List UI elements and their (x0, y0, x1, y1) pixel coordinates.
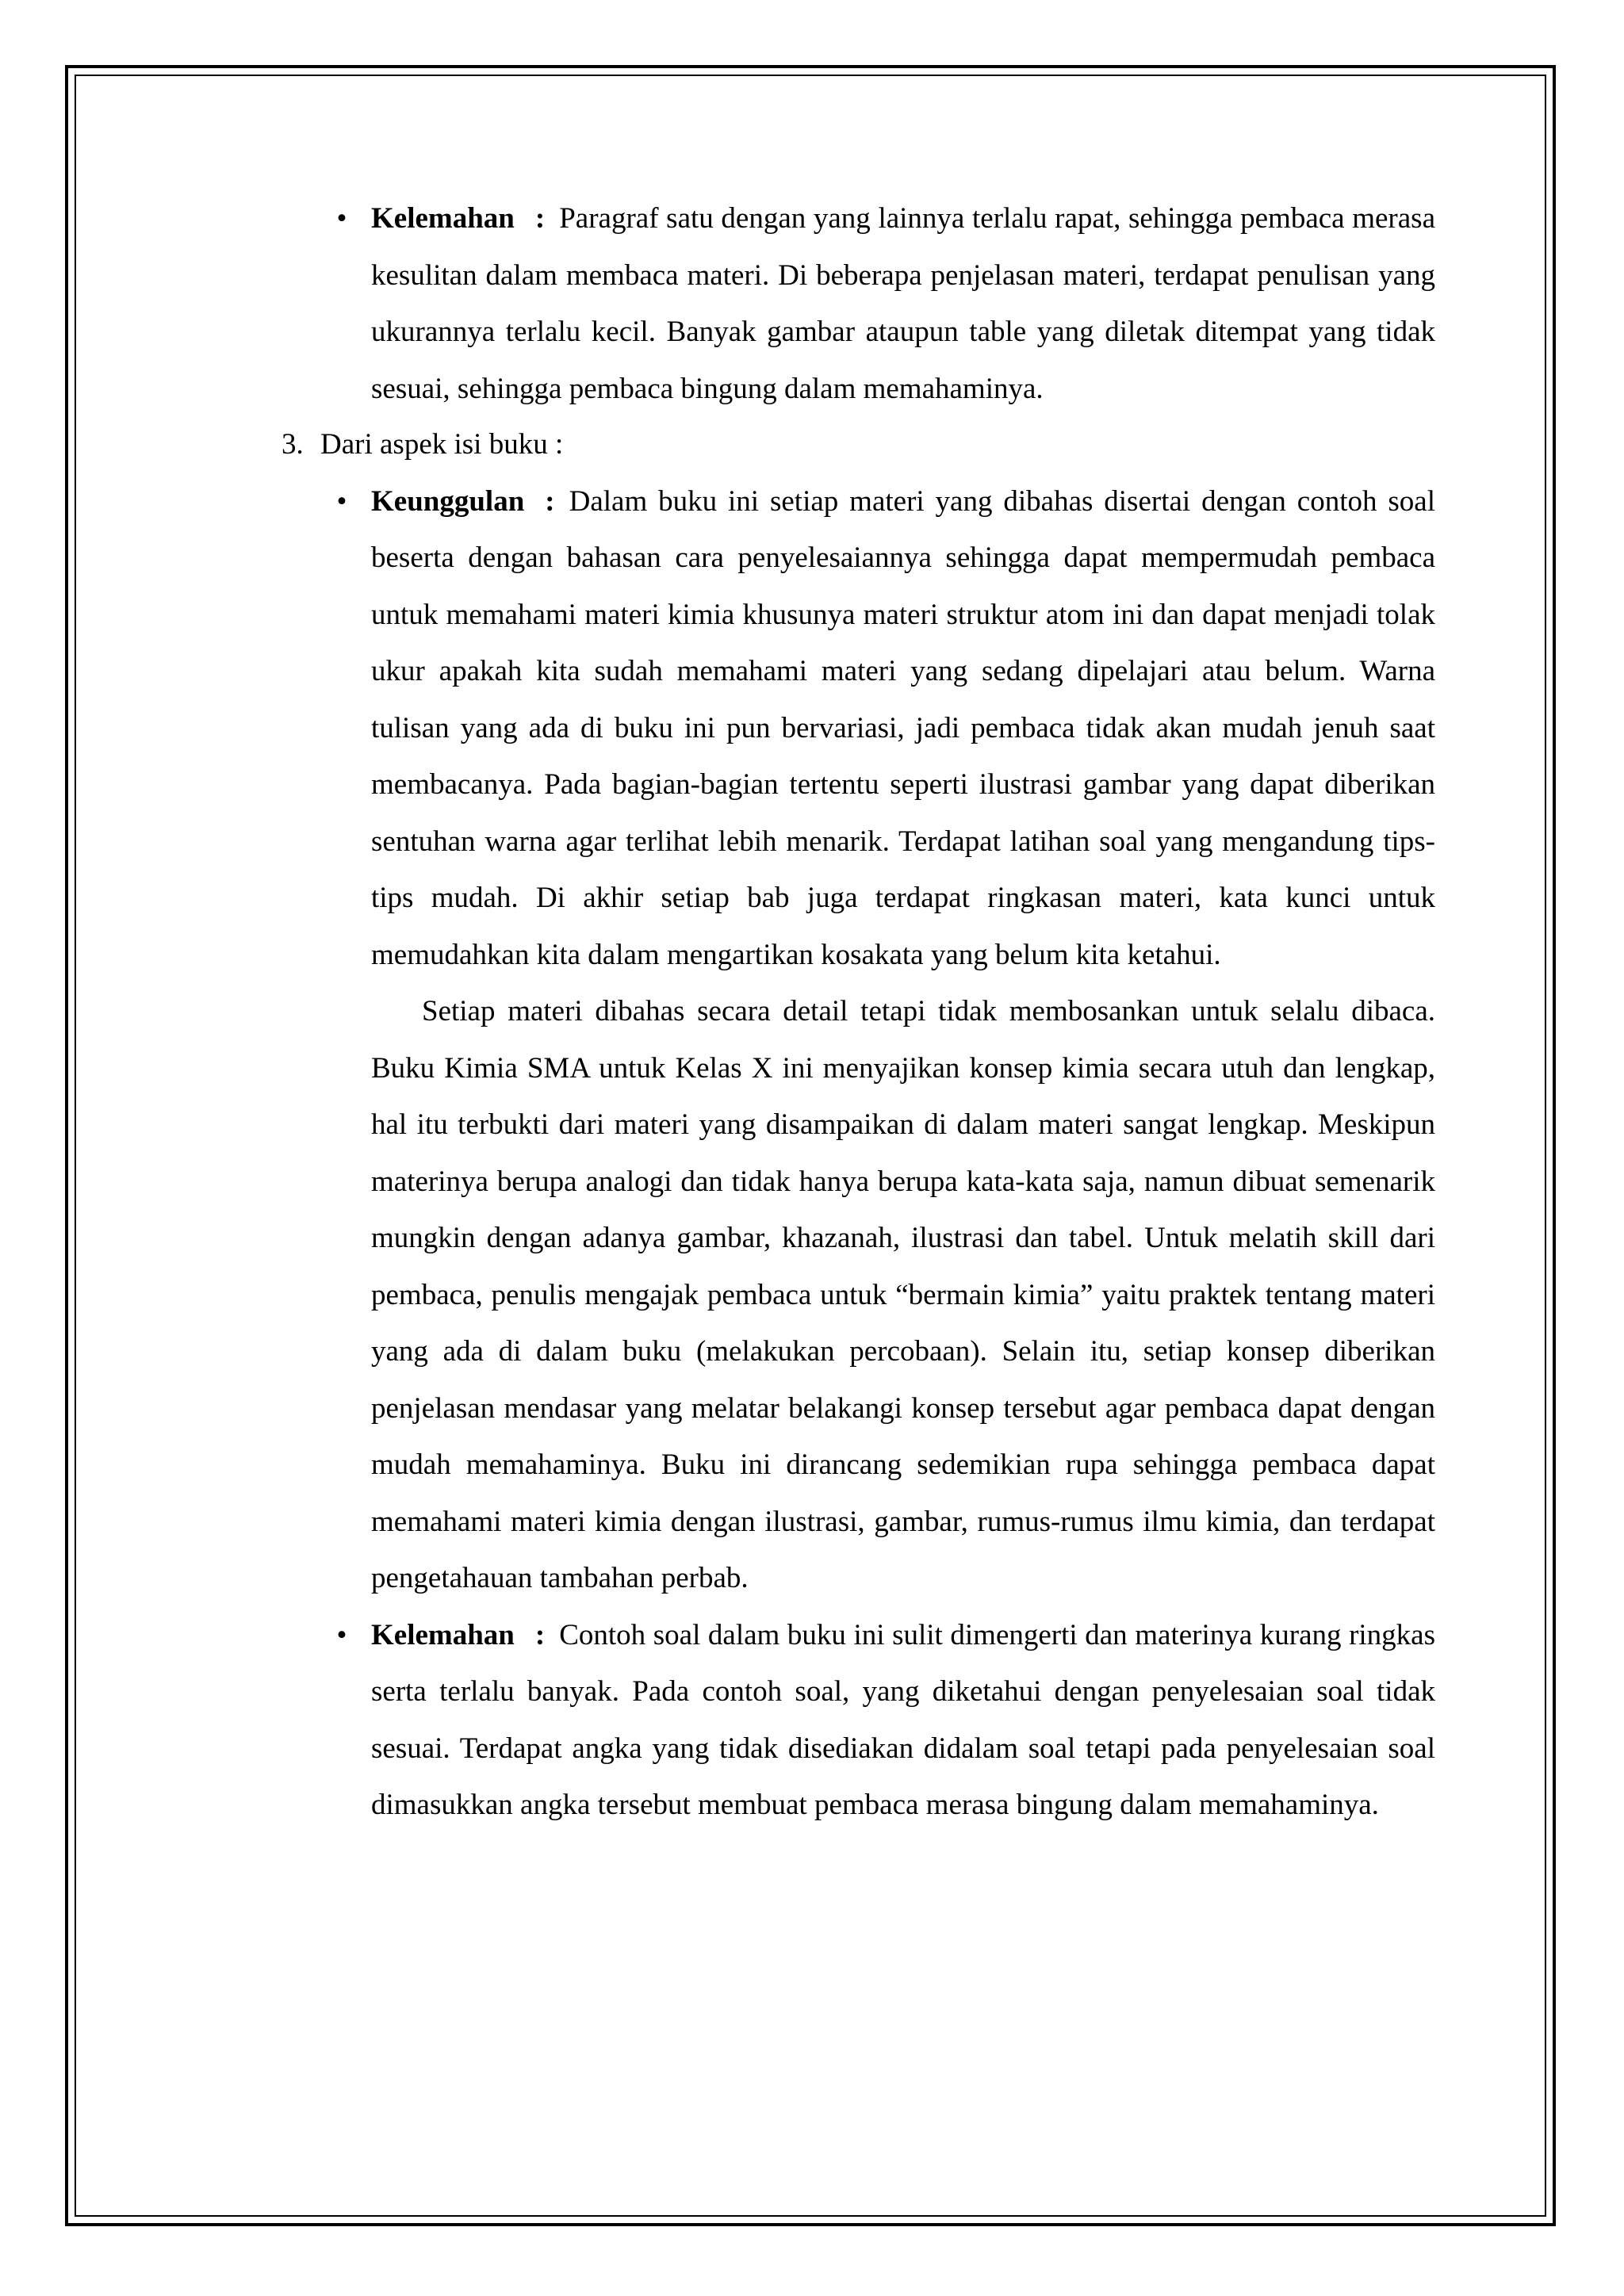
bullet-icon: • (336, 1618, 347, 1651)
bullet-item-weakness-layout (270, 190, 1435, 417)
bullet-text: Contoh soal dalam buku ini sulit dimengerti dan materinya kurang ringkas serta terlalu banyak. Pada contoh soal, yang diketahui dengan penyelesaian soal tidak sesuai. Terdapat angka yang tidak disediakan didalam soal tetapi pada penyelesaian soal dimasukkan angka tersebut membuat pembaca merasa bingung dalam memahaminya. (371, 1618, 1435, 1821)
bullet-term: Kelemahan (371, 1618, 515, 1651)
bullet-term: Kelemahan (371, 202, 515, 235)
continuation-paragraph: Setiap materi dibahas secara detail tetapi tidak membosankan untuk selalu dibaca. Buku Kimia SMA untuk Kelas X ini menyajikan konsep kimia secara utuh dan lengkap, hal itu terbukti dari materi yang disampaikan di dalam materi sangat lengkap. Meskipun materinya berupa analogi dan tidak hanya berupa kata-kata saja, namun dibuat semenarik mungkin dengan adanya gambar, khazanah, ilustrasi dan tabel. Untuk melatih skill dari pembaca, penulis mengajak pembaca untuk “bermain kimia” yaitu praktek tentang materi yang ada di dalam buku (melakukan percobaan). Selain itu, setiap konsep diberikan penjelasan mendasar yang melatar belakangi konsep tersebut agar pembaca dapat dengan mudah memahaminya. Buku ini dirancang sedemikian rupa sehingga pembaca dapat memahami materi kimia dengan ilustrasi, gambar, rumus-rumus ilmu kimia, dan terdapat pengetahauan tambahan perbab. (371, 995, 1435, 1594)
bullet-text: Paragraf satu dengan yang lainnya terlalu rapat, sehingga pembaca merasa kesulitan dalam membaca materi. Di beberapa penjelasan materi, terdapat penulisan yang ukurannya terlalu kecil. Banyak gambar ataupun table yang diletak ditempat yang tidak sesuai, sehingga pembaca bingung dalam memahaminya. (371, 202, 1435, 405)
bullet-colon: : (534, 202, 546, 235)
section-heading-text: Dari aspek isi buku : (320, 428, 564, 461)
continuation-block (270, 983, 1435, 1607)
section-number: 3. (282, 428, 304, 461)
bullet-item-weakness-content (270, 1607, 1435, 1834)
bullet-colon: : (545, 484, 555, 518)
bullet-paragraph (371, 473, 1435, 984)
bullet-text: Dalam buku ini setiap materi yang dibahas disertai dengan contoh soal beserta dengan bahasan cara penyelesaiannya sehingga dapat mempermudah pembaca untuk memahami materi kimia khusunya materi struktur atom ini dan dapat menjadi tolak ukur apakah kita sudah memahami materi yang sedang dipelajari atau belum. Warna tulisan yang ada di buku ini pun bervariasi, jadi pembaca tidak akan mudah jenuh saat membacanya. Pada bagian-bagian tertentu seperti ilustrasi gambar yang dapat diberikan sentuhan warna agar terlihat lebih menarik. Terdapat latihan soal yang mengandung tips-tips mudah. Di akhir setiap bab juga terdapat ringkasan materi, kata kunci untuk memudahkan kita dalam mengartikan kosakata yang belum kita ketahui. (371, 484, 1435, 971)
bullet-icon: • (336, 484, 347, 518)
bullet-icon: • (336, 202, 347, 235)
bullet-term: Keunggulan (371, 484, 525, 518)
section-heading-3 (270, 416, 1435, 473)
document-body (270, 190, 1435, 1834)
bullet-paragraph (371, 190, 1435, 417)
bullet-paragraph (371, 1607, 1435, 1834)
bullet-colon: : (534, 1618, 546, 1651)
bullet-item-strength-content (270, 473, 1435, 984)
